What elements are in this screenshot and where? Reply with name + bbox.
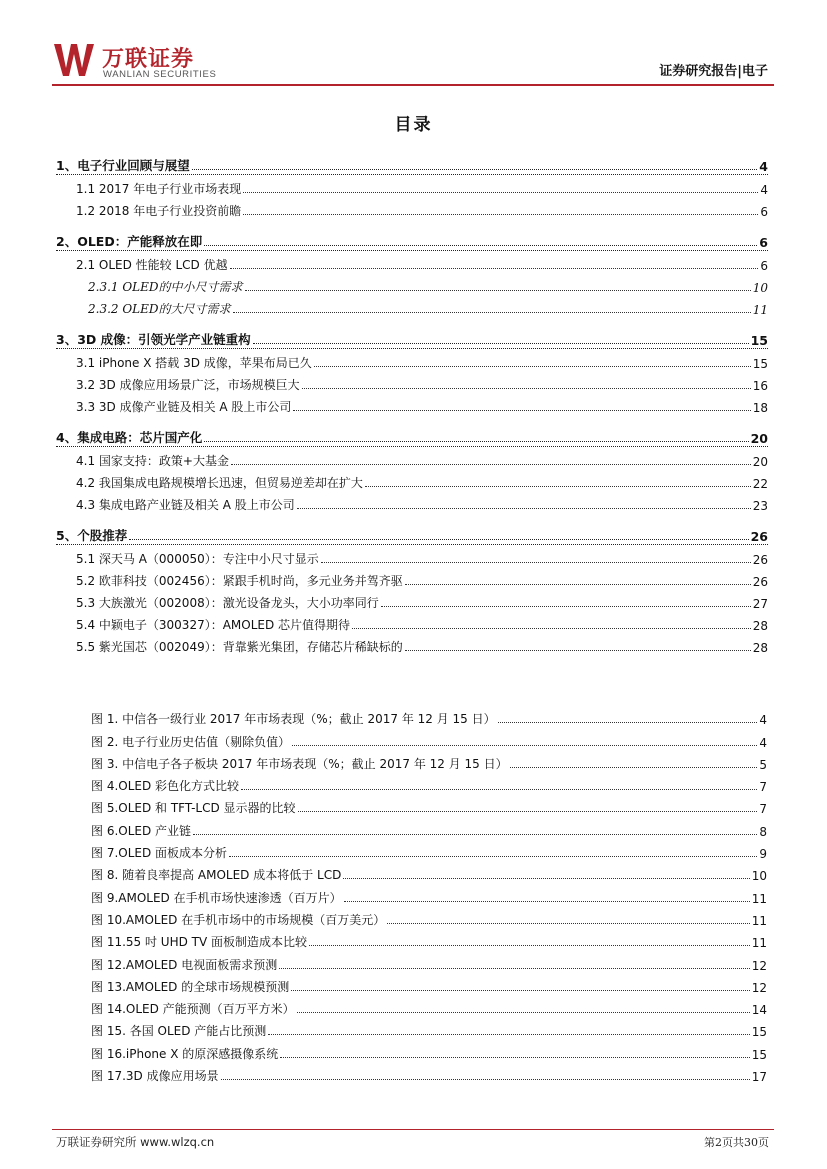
- figure-list-entry[interactable]: [91, 1062, 767, 1084]
- figure-entry-page: 8: [759, 824, 767, 839]
- dot-leader: [243, 214, 758, 215]
- dot-leader: [204, 245, 757, 246]
- figure-list-entry[interactable]: [91, 906, 767, 928]
- toc-section-entry[interactable]: [56, 273, 768, 295]
- toc-entry-page: 22: [752, 477, 768, 491]
- toc-entry-page: 4: [760, 183, 768, 197]
- toc-entry-title: 1、电子行业回顾与展望: [56, 158, 190, 173]
- figure-list-entry[interactable]: [91, 839, 767, 861]
- dot-leader: [243, 192, 758, 193]
- figure-entry-title: 图 13.AMOLED 的全球市场规模预测: [91, 979, 290, 994]
- toc-entry-page: 20: [750, 431, 768, 446]
- toc-entry-page: 27: [752, 597, 768, 611]
- dot-leader: [405, 650, 751, 651]
- toc-entry-page: 26: [752, 553, 768, 567]
- toc-chapter-entry[interactable]: [56, 424, 768, 447]
- toc-section-entry[interactable]: [56, 197, 768, 219]
- toc-entry-page: 18: [752, 401, 768, 415]
- figure-list-entry[interactable]: [91, 995, 767, 1017]
- toc-entry-title: 4、集成电路：芯片国产化: [56, 430, 203, 445]
- figure-entry-title: 图 4.OLED 彩色化方式比较: [91, 779, 240, 794]
- figure-list-entry[interactable]: [91, 794, 767, 816]
- figure-entry-page: 10: [751, 869, 767, 884]
- toc-entry-page: 6: [760, 259, 768, 273]
- page-header: [52, 38, 774, 84]
- toc-entry-title: 2.3.1 OLED的中小尺寸需求: [88, 280, 243, 294]
- toc-chapter-entry[interactable]: [56, 228, 768, 251]
- figure-entry-title: 图 9.AMOLED 在手机市场快速渗透（百万片）: [91, 890, 342, 905]
- figure-entry-page: 5: [759, 757, 767, 772]
- figure-list-entry[interactable]: [91, 950, 767, 972]
- toc-entry-title: 5.2 欧菲科技（002456）：紧跟手机时尚，多元业务并驾齐驱: [76, 574, 403, 588]
- figure-entry-page: 15: [751, 1025, 767, 1040]
- toc-section-entry[interactable]: [56, 633, 768, 655]
- toc-spacer: [56, 513, 768, 518]
- wanlian-logo-icon: [52, 42, 96, 78]
- toc-entry-title: 5.4 中颖电子（300327）：AMOLED 芯片值得期待: [76, 618, 351, 632]
- toc-entry-title: 1.2 2018 年电子行业投资前瞻: [76, 204, 242, 218]
- dot-leader: [297, 508, 751, 509]
- figure-entry-title: 图 8. 随着良率提高 AMOLED 成本将低于 LCD: [91, 868, 342, 883]
- figure-entry-title: 图 7.OLED 面板成本分析: [91, 846, 228, 861]
- toc-section-entry[interactable]: [56, 611, 768, 633]
- figure-entry-title: 图 12.AMOLED 电视面板需求预测: [91, 957, 278, 972]
- toc-entry-page: 23: [752, 499, 768, 513]
- figure-list-entry[interactable]: [91, 883, 767, 905]
- toc-entry-page: 10: [752, 281, 768, 295]
- figure-list-entry[interactable]: [91, 1017, 767, 1039]
- figure-list-entry[interactable]: [91, 705, 767, 727]
- figure-entry-page: 9: [759, 847, 767, 862]
- toc-entry-title: 4.3 集成电路产业链及相关 A 股上市公司: [76, 498, 295, 512]
- toc-section-entry[interactable]: [56, 491, 768, 513]
- toc-entry-page: 4: [759, 159, 768, 174]
- figure-entry-title: 图 10.AMOLED 在手机市场中的市场规模（百万美元）: [91, 912, 386, 927]
- dot-leader: [241, 789, 757, 790]
- figure-list-entry[interactable]: [91, 973, 767, 995]
- toc-entry-title: 3.1 iPhone X 搭载 3D 成像，苹果布局已久: [76, 356, 312, 370]
- toc-entry-title: 2.3.2 OLED的大尺寸需求: [88, 302, 231, 316]
- figure-list-entry[interactable]: [91, 772, 767, 794]
- footer-divider: [52, 1129, 774, 1130]
- figure-list-entry[interactable]: [91, 1039, 767, 1061]
- figure-entry-page: 11: [751, 891, 767, 906]
- toc-spacer: [56, 317, 768, 322]
- figure-entry-title: 图 5.OLED 和 TFT-LCD 显示器的比较: [91, 801, 296, 816]
- figure-entry-page: 11: [751, 936, 767, 951]
- dot-leader: [291, 990, 749, 991]
- figure-list-entry[interactable]: [91, 928, 767, 950]
- dot-leader: [352, 628, 751, 629]
- toc-entry-page: 28: [752, 619, 768, 633]
- dot-leader: [381, 606, 751, 607]
- dot-leader: [292, 745, 757, 746]
- figure-entry-page: 11: [751, 913, 767, 928]
- dot-leader: [279, 968, 749, 969]
- figure-entry-title: 图 17.3D 成像应用场景: [91, 1069, 219, 1084]
- toc-entry-title: 4.2 我国集成电路规模增长迅速，但贸易逆差却在扩大: [76, 476, 363, 490]
- figure-entry-title: 图 16.iPhone X 的原深感摄像系统: [91, 1046, 279, 1061]
- dot-leader: [233, 312, 751, 313]
- toc-entry-title: 3.2 3D 成像应用场景广泛，市场规模巨大: [76, 378, 300, 392]
- dot-leader: [268, 1034, 749, 1035]
- figure-entry-title: 图 3. 中信电子各子板块 2017 年市场表现（%；截止 2017 年 12 月 15 日）: [91, 756, 508, 771]
- toc-entry-page: 6: [760, 205, 768, 219]
- toc-entry-title: 2、OLED：产能释放在即: [56, 234, 203, 249]
- toc-entry-title: 5.3 大族激光（002008）：激光设备龙头，大小功率同行: [76, 596, 379, 610]
- toc-entry-title: 5.1 深天马 A（000050）：专注中小尺寸显示: [76, 552, 319, 566]
- toc-entry-title: 3.3 3D 成像产业链及相关 A 股上市公司: [76, 400, 292, 414]
- footer-source: 万联证券研究所 www.wlzq.cn: [56, 1135, 215, 1149]
- figure-entry-title: 图 15. 各国 OLED 产能占比预测: [91, 1024, 267, 1039]
- dot-leader: [231, 464, 751, 465]
- page-number: 第2页共30页: [704, 1136, 769, 1149]
- toc-entry-title: 1.1 2017 年电子行业市场表现: [76, 182, 242, 196]
- toc-spacer: [56, 415, 768, 420]
- figure-entry-page: 4: [759, 713, 767, 728]
- toc-entry-page: 11: [752, 303, 768, 317]
- toc-entry-page: 28: [752, 641, 768, 655]
- report-section-label: 证券研究报告|电子: [659, 64, 768, 79]
- dot-leader: [192, 169, 758, 170]
- dot-leader: [221, 1079, 750, 1080]
- dot-leader: [314, 366, 751, 367]
- dot-leader: [245, 290, 751, 291]
- dot-leader: [253, 343, 749, 344]
- dot-leader: [302, 388, 751, 389]
- dot-leader: [309, 945, 750, 946]
- toc-entry-page: 26: [752, 575, 768, 589]
- figure-entry-title: 图 6.OLED 产业链: [91, 823, 192, 838]
- dot-leader: [230, 268, 759, 269]
- toc-entry-page: 6: [759, 235, 768, 250]
- dot-leader: [344, 901, 750, 902]
- figure-entry-title: 图 11.55 吋 UHD TV 面板制造成本比较: [91, 935, 308, 950]
- figure-list-entry[interactable]: [91, 816, 767, 838]
- list-of-figures: [91, 705, 767, 1084]
- dot-leader: [297, 1012, 750, 1013]
- dot-leader: [510, 767, 758, 768]
- dot-leader: [405, 584, 751, 585]
- dot-leader: [343, 878, 749, 879]
- figure-entry-page: 12: [751, 980, 767, 995]
- dot-leader: [365, 486, 751, 487]
- dot-leader: [229, 856, 757, 857]
- toc-entry-title: 5、个股推荐: [56, 528, 128, 543]
- figure-entry-title: 图 2. 电子行业历史估值（剔除负值）: [91, 734, 291, 749]
- toc-entry-page: 26: [750, 529, 768, 544]
- table-of-contents: [56, 148, 768, 655]
- toc-entry-page: 20: [752, 455, 768, 469]
- figure-entry-page: 15: [751, 1047, 767, 1062]
- toc-entry-page: 15: [752, 357, 768, 371]
- toc-chapter-entry[interactable]: [56, 522, 768, 545]
- toc-section-entry[interactable]: [56, 447, 768, 469]
- toc-section-entry[interactable]: [56, 251, 768, 273]
- toc-entry-page: 16: [752, 379, 768, 393]
- figure-list-entry[interactable]: [91, 861, 767, 883]
- toc-section-entry[interactable]: [56, 589, 768, 611]
- toc-section-entry[interactable]: [56, 567, 768, 589]
- dot-leader: [204, 441, 748, 442]
- figure-list-entry[interactable]: [91, 727, 767, 749]
- figure-entry-page: 12: [751, 958, 767, 973]
- toc-section-entry[interactable]: [56, 393, 768, 415]
- toc-chapter-entry[interactable]: [56, 152, 768, 175]
- toc-spacer: [56, 219, 768, 224]
- dot-leader: [193, 834, 757, 835]
- logo-chinese-name: 万联证券: [102, 47, 195, 72]
- toc-chapter-entry[interactable]: [56, 326, 768, 349]
- dot-leader: [387, 923, 749, 924]
- toc-section-entry[interactable]: [56, 349, 768, 371]
- toc-entry-page: 15: [750, 333, 768, 348]
- toc-entry-title: 3、3D 成像：引领光学产业链重构: [56, 332, 251, 347]
- dot-leader: [293, 410, 750, 411]
- figure-entry-page: 14: [751, 1003, 767, 1018]
- figure-entry-page: 4: [759, 735, 767, 750]
- figure-entry-page: 17: [751, 1070, 767, 1085]
- toc-section-entry[interactable]: [56, 175, 768, 197]
- dot-leader: [129, 539, 748, 540]
- header-divider: [52, 84, 774, 86]
- figure-entry-title: 图 14.OLED 产能预测（百万平方米）: [91, 1002, 295, 1017]
- toc-entry-title: 5.5 紫光国芯（002049）：背靠紫光集团，存储芯片稀缺标的: [76, 640, 403, 654]
- figure-entry-page: 7: [759, 802, 767, 817]
- logo-english-name: WANLIAN SECURITIES: [103, 69, 217, 80]
- dot-leader: [280, 1057, 749, 1058]
- page-title: 目录: [394, 115, 433, 135]
- toc-section-entry[interactable]: [56, 545, 768, 567]
- toc-section-entry[interactable]: [56, 295, 768, 317]
- dot-leader: [498, 722, 758, 723]
- toc-section-entry[interactable]: [56, 469, 768, 491]
- dot-leader: [298, 811, 758, 812]
- figure-entry-page: 7: [759, 780, 767, 795]
- toc-section-entry[interactable]: [56, 371, 768, 393]
- toc-entry-title: 2.1 OLED 性能较 LCD 优越: [76, 258, 228, 272]
- figure-entry-title: 图 1. 中信各一级行业 2017 年市场表现（%；截止 2017 年 12 月 15 日）: [91, 712, 496, 727]
- toc-entry-title: 4.1 国家支持：政策+大基金: [76, 454, 229, 468]
- dot-leader: [321, 562, 751, 563]
- figure-list-entry[interactable]: [91, 750, 767, 772]
